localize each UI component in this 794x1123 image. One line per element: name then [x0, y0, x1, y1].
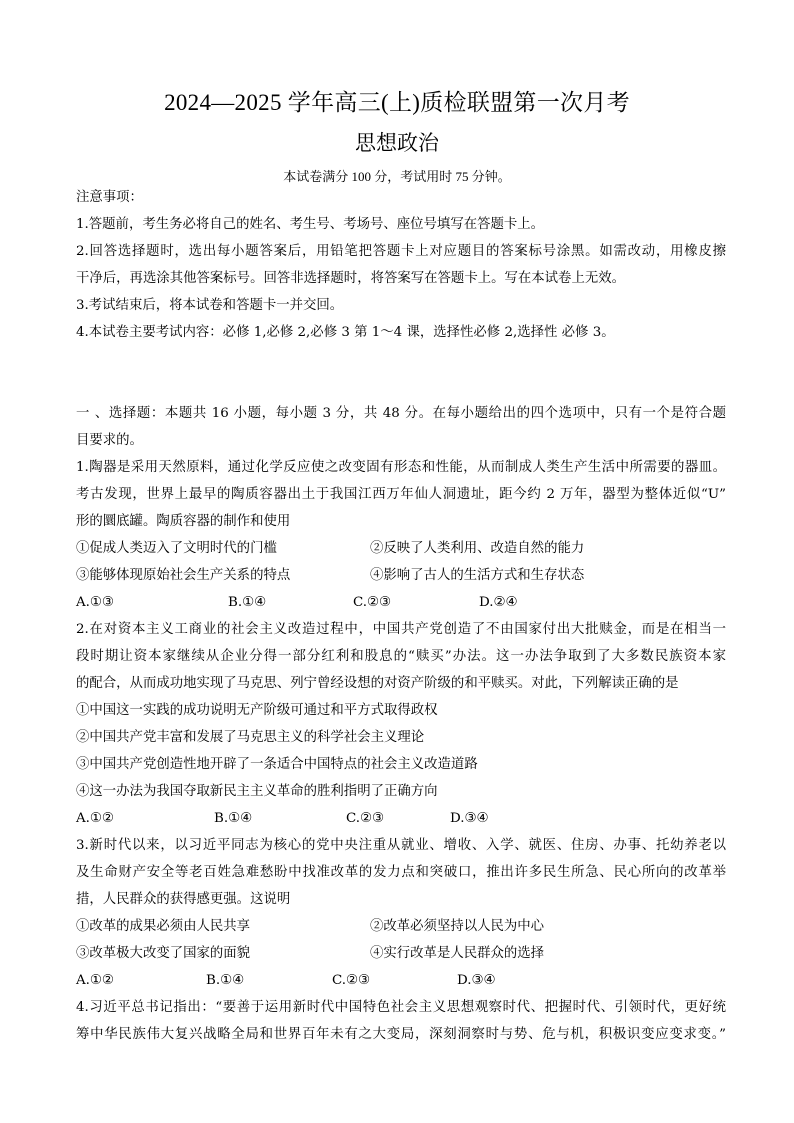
q3-statement-2: ②改革必须坚持以人民为中心: [370, 919, 545, 934]
q2-statement-3: ③中国共产党创造性地开辟了一条适合中国特点的社会主义改造道路: [76, 757, 478, 772]
note-1: 1.答题前，考生务必将自己的姓名、考生号、考场号、座位号填写在答题卡上。: [76, 217, 545, 232]
q1-statement-1: ①促成人类迈入了文明时代的门槛: [76, 541, 277, 556]
q4-stem-line-2: 筹中华民族伟大复兴战略全局和世界百年未有之大变局，深刻洞察时与势、危与机，积极识变应变求变。”: [76, 1027, 726, 1042]
q1-option-a: A.①③: [76, 595, 114, 610]
q3-option-d: D.③④: [457, 973, 496, 988]
note-3: 3.考试结束后，将本试卷和答题卡一并交回。: [76, 298, 344, 313]
q2-option-a: A.①②: [76, 811, 114, 826]
exam-info: 本试卷满分 100 分，考试用时 75 分钟。: [283, 169, 511, 184]
q3-statement-1: ①改革的成果必须由人民共享: [76, 919, 251, 934]
q2-option-d: D.③④: [450, 811, 489, 826]
q1-stem-line-2: 考古发现，世界上最早的陶质容器出土于我国江西万年仙人洞遗址，距今约 2 万年，器型为整体近似“U”: [76, 487, 726, 502]
q3-stem-line-2: 及生命财产安全等老百姓急难愁盼中找准改革的发力点和突破口，推出许多民生所急、民心所向的改革举: [76, 865, 726, 880]
q1-option-c: C.②③: [353, 595, 392, 610]
subject-title: 思想政治: [355, 131, 439, 155]
q2-statement-2: ②中国共产党丰富和发展了马克思主义的科学社会主义理论: [76, 730, 425, 745]
q2-statement-1: ①中国这一实践的成功说明无产阶级可通过和平方式取得政权: [76, 703, 438, 718]
note-2-line-2: 干净后，再选涂其他答案标号。回答非选择题时，将答案写在答题卡上。写在本试卷上无效。: [76, 271, 626, 286]
note-4: 4.本试卷主要考试内容：必修 1,必修 2,必修 3 第 1～4 课，选择性必修 2,选择性 必修 3。: [76, 325, 615, 340]
section-intro-line-2: 目要求的。: [76, 433, 143, 448]
q3-stem-line-1: 3.新时代以来，以习近平同志为核心的党中央注重从就业、增收、入学、就医、住房、办事、托幼养老以: [76, 838, 726, 853]
q3-stem-line-3: 措，人民群众的获得感更强。这说明: [76, 892, 291, 907]
q3-option-b: B.①④: [206, 973, 245, 988]
q3-option-c: C.②③: [332, 973, 371, 988]
notes-heading: 注意事项：: [76, 190, 143, 205]
q1-option-d: D.②④: [479, 595, 518, 610]
q2-option-b: B.①④: [214, 811, 253, 826]
note-2-line-1: 2.回答选择题时，选出每小题答案后，用铅笔把答题卡上对应题目的答案标号涂黑。如需改动，用橡皮擦: [76, 244, 726, 259]
exam-title: 2024—2025 学年高三(上)质检联盟第一次月考: [164, 90, 630, 115]
q2-stem-line-2: 段时期让资本家继续从企业分得一部分红利和股息的“赎买”办法。这一办法争取到了大多数民族资本家: [76, 649, 726, 664]
q1-statement-4: ④影响了古人的生活方式和生存状态: [370, 568, 585, 583]
q1-statement-2: ②反映了人类利用、改造自然的能力: [370, 541, 585, 556]
q1-statement-3: ③能够体现原始社会生产关系的特点: [76, 568, 291, 583]
q3-statement-4: ④实行改革是人民群众的选择: [370, 946, 545, 961]
q1-stem-line-3: 形的圜底罐。陶质容器的制作和使用: [76, 514, 291, 529]
q3-option-a: A.①②: [76, 973, 114, 988]
q2-stem-line-3: 的配合，从而成功地实现了马克思、列宁曾经设想的对资产阶级的和平赎买。对此，下列解读正确的是: [76, 676, 679, 691]
q1-option-b: B.①④: [228, 595, 267, 610]
section-intro-line-1: 一 、选择题：本题共 16 小题，每小题 3 分，共 48 分。在每小题给出的四个选项中，只有一个是符合题: [76, 406, 726, 421]
q2-option-c: C.②③: [346, 811, 385, 826]
q1-stem-line-1: 1.陶器是采用天然原料，通过化学反应使之改变固有形态和性能，从而制成人类生产生活中所需要的器皿。: [76, 460, 726, 475]
q4-stem-line-1: 4.习近平总书记指出：“要善于运用新时代中国特色社会主义思想观察时代、把握时代、引领时代，更好统: [76, 1000, 726, 1015]
q2-stem-line-1: 2.在对资本主义工商业的社会主义改造过程中，中国共产党创造了不由国家付出大批赎金，而是在相当一: [76, 622, 726, 637]
q2-statement-4: ④这一办法为我国夺取新民主主义革命的胜利指明了正确方向: [76, 784, 438, 799]
q3-statement-3: ③改革极大改变了国家的面貌: [76, 946, 251, 961]
